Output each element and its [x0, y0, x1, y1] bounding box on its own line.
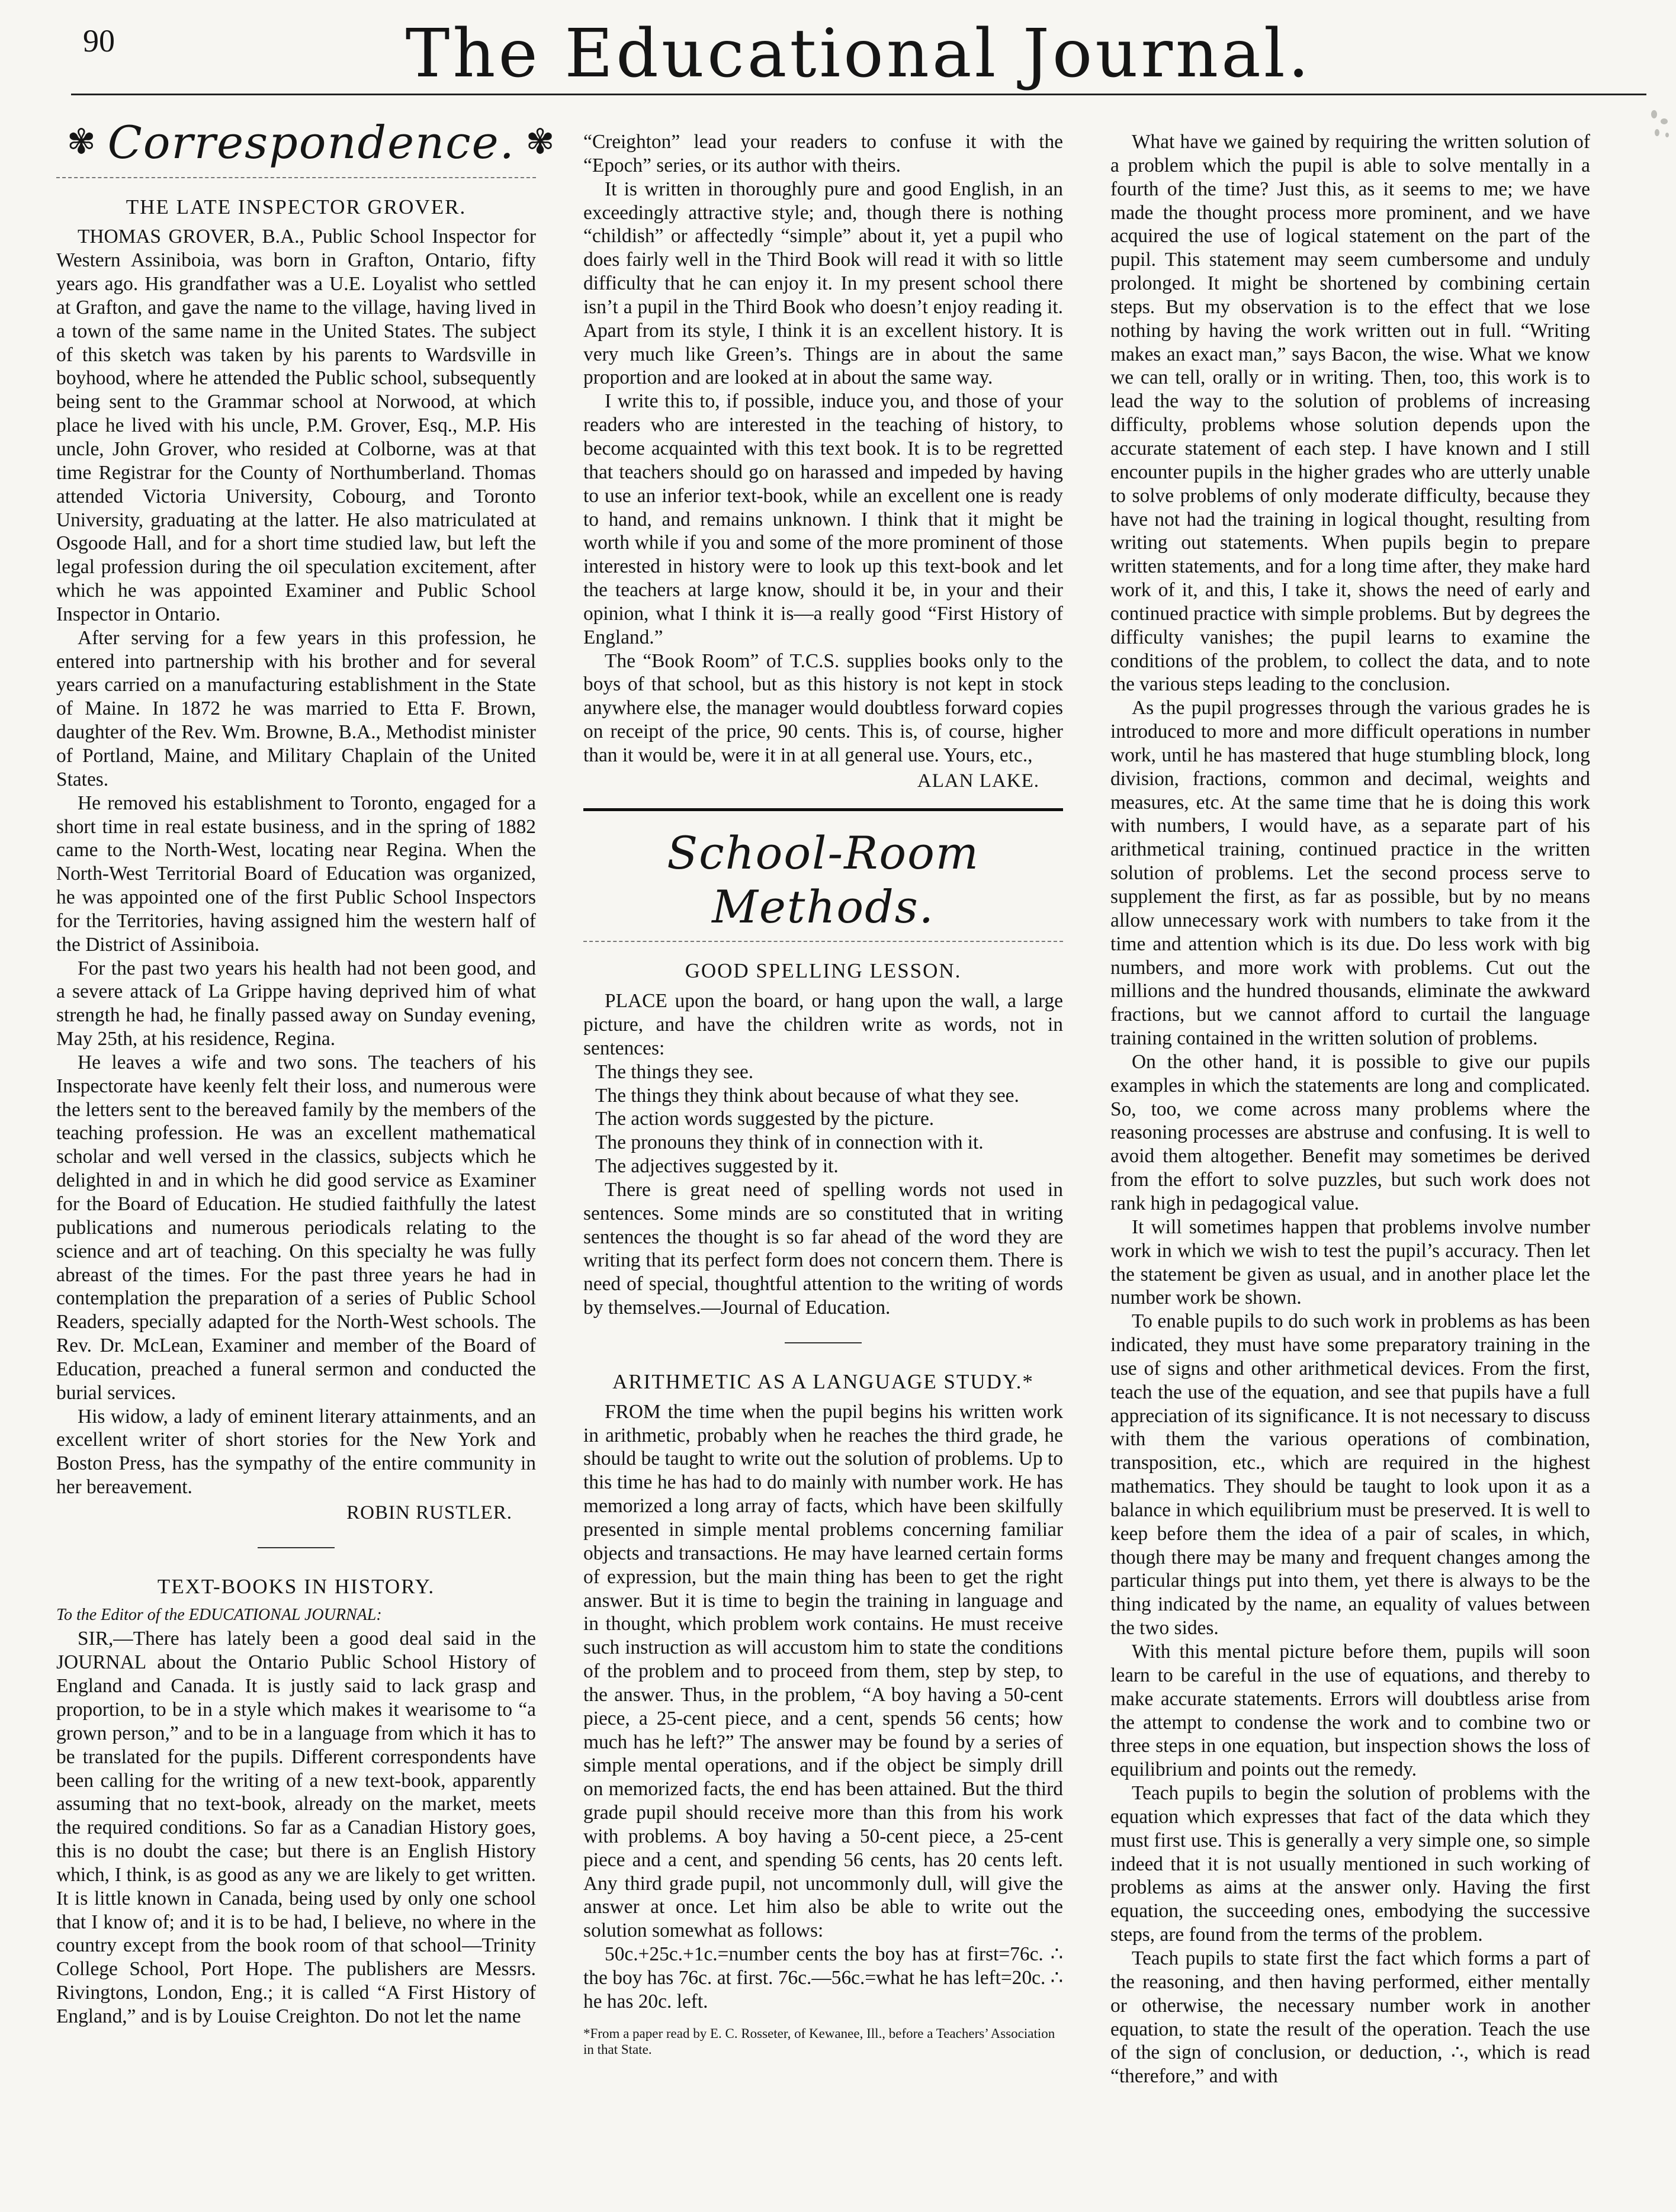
- spelling-list-item: The things they see.: [595, 1060, 754, 1083]
- spelling-list-item: The things they think about because of what they see.: [595, 1084, 1019, 1107]
- spelling-list-item: The adjectives suggested by it.: [595, 1155, 839, 1178]
- arithmetic-paragraph: Teach pupils to begin the solution of problems with the equation which expresses that fact of the data which they must first use. This is generally a very simple one, so simple indeed that it is not usually mentioned in such working of problems as aims at the answer only. Having the first equation, the succeeding ones, embodying the successive steps, are found from the terms of the problem.: [1110, 1782, 1590, 1946]
- dashed-divider: [583, 941, 1063, 942]
- page-header: [71, 12, 1646, 101]
- arithmetic-solution: 50c.+25c.+1c.=number cents the boy has at first=76c. ∴ the boy has 76c. at first. 76c.—56c.=what he has left=20c. ∴ he has 20c. left.: [583, 1943, 1063, 2012]
- short-divider: [258, 1547, 335, 1548]
- textbooks-signature: ALAN LAKE.: [917, 770, 1039, 792]
- arithmetic-paragraph: To enable pupils to do such work in problems as has been indicated, they must have some preparatory training in the use of signs and other arithmetical devices. From the first, teach the use of the equation, and see that pupils have a full appreciation of its significance. It is not necessary to discuss with them the various operations of combination, transposition, etc., which are required in the highest mathematics. They should be taught to look upon it as a balance in which equilibrium must be preserved. It is well to keep before them the idea of a pair of scales, in which, though there may be many and frequent changes among the particular things put into them, yet there is always to be the thing indicated by the name, an equality of values between the two sides.: [1110, 1310, 1590, 1639]
- arithmetic-paragraph: On the other hand, it is possible to give our pupils examples in which the statements are long and complicated. So, too, we come across many problems where the reasoning processes are abstruse and confusing. It is well to avoid them altogether. Benefit may sometimes be derived from the effort to solve puzzles, but such work does not rank high in pedagogical value.: [1110, 1050, 1590, 1214]
- spelling-intro: PLACE upon the board, or hang upon the wall, a large picture, and have the children write as words, not in sentences:: [583, 990, 1063, 1059]
- arithmetic-paragraph: Teach pupils to state first the fact which forms a part of the reasoning, and then having performed, either mentally or otherwise, the necessary number work in another equation, to state the result of the operation. Teach the use of the sign of conclusion, or deduction, ∴, which is read “therefore,” and with: [1110, 1947, 1590, 2088]
- arithmetic-paragraph: What have we gained by requiring the written solution of a problem which the pupil is able to solve mentally in a fourth of the time? Just this, as it seems to me; we have made the thought process more prominent, and we have acquired the use of logical statement on the part of the pupil. This statement may seem cumbersome and unduly prolonged. It might be shortened by combining certain steps. But my observation is to the effect that we lose nothing by having the work written out in full. “Writing makes an exact man,” says Bacon, the wise. What we know we can tell, orally or in writing. Then, too, this work is to lead the way to the solution of problems of increasing difficulty, problems whose solution depends upon the accurate statement of each step. I have known and I still encounter pupils in the higher grades who are utterly unable to solve problems of only moderate difficulty, because they have not had the training in logical thought, resulting from writing out statements. When pupils begin to prepare written statements, and for a long time after, they make hard work of it, and this, I take it, shows the need of early and continued practice with simple problems. But by degrees the difficulty vanishes; the pupil learns to examine the conditions of the problem, to collect the data, and to note the various steps leading to the conclusion.: [1110, 131, 1590, 696]
- journal-masthead: The Educational Journal.: [405, 15, 1312, 92]
- grover-paragraph: He removed his establishment to Toronto, engaged for a short time in real estate business, and in the spring of 1882 came to the North-West, locating near Regina. When the North-West Territorial Board of Education was organized, he was appointed one of the first Public School Inspectors for the Territories, having assigned him the western half of the District of Assiniboia.: [56, 792, 536, 956]
- column-2: [583, 130, 1063, 2058]
- arithmetic-paragraph: It will sometimes happen that problems involve number work in which we wish to test the pupil’s accuracy. Then let the statement be given as usual, and in another place let the number work be shown.: [1110, 1216, 1590, 1309]
- grover-paragraph: For the past two years his health had not been good, and a severe attack of La Grippe having deprived him of what strength he had, he finally passed away on Sunday evening, May 25th, at his residence, Regina.: [56, 957, 536, 1050]
- arithmetic-footnote: *From a paper read by E. C. Rosseter, of Kewanee, Ill., before a Teachers’ Association in that State.: [583, 2025, 1055, 2057]
- textbooks-paragraph: I write this to, if possible, induce you, and those of your readers who are interested in the teaching of history, to become acquainted with this text book. It is to be regretted that teachers should go on harassed and impeded by having to use an inferior text-book, while an excellent one is ready to hand, and remains unknown. I think that it might be worth while if you and some of the more prominent of those interested in history were to look up this text-book and let the teachers at large know, should it be, in your and their opinion, what I think it is—a really good “First History of England.”: [583, 390, 1063, 648]
- arithmetic-paragraph: As the pupil progresses through the various grades he is introduced to more and more difficult operations in number work, until he has mastered that huge stumbling block, long division, fractions, common and decimal, weights and measures, etc. At the same time that he is doing this work with numbers, I would have, as a separate part of his arithmetical training, continued practice in the written solution of problems. Let the second process serve to supplement the first, as far as possible, but by no means allow unnecessary work with numbers to take from it the time and attention which is its due. Do less work with big numbers, and more work with problems. Cut out the millions and the hundred thousands, eliminate the awkward fractions, but we cannot afford to curtail the language training contained in the written solution of problems.: [1110, 697, 1590, 1050]
- spelling-body: There is great need of spelling words not used in sentences. Some minds are so constituted that in writing sentences the thought is so far ahead of the word they are writing that its perfect form does not concern them. There is need of special, thoughtful attention to the writing of words by themselves.—Journal of Education.: [583, 1178, 1063, 1319]
- textbooks-paragraph: It is written in thoroughly pure and good English, in an exceedingly attractive style; and, though there is nothing “childish” or affectedly “simple” about it, yet a pupil who does fairly well in the Third Book will read it with so little difficulty that he can enjoy it. In my present school there isn’t a pupil in the Third Book who doesn’t enjoy reading it. Apart from its style, I think it is an excellent history. It is very much like Green’s. Things are in about the same proportion and are looked at in about the same way.: [583, 178, 1063, 389]
- textbooks-paragraph: SIR,—There has lately been a good deal said in the JOURNAL about the Ontario Public School History of England and Canada. It is justly said to lack grasp and proportion, to be in a style which makes it wearisome to “a grown person,” and to be in a language from which it has to be translated for the pupils. Different correspondents have been calling for the writing of a new text-book, apparently assuming that no text-book, already on the market, meets the required conditions. So far as a Canadian History goes, this is no doubt the case; but there is an English History which, I think, is as good as any we are likely to get written. It is little known in Canada, being used by only one school that I know of; and it is to be had, I believe, no where in the country except from the book room of that school—Trinity College School, Port Hope. The publishers are Messrs. Rivingtons, London, Eng.; it is called “A First History of England,” and is by Louise Creighton. Do not let the name: [56, 1628, 536, 2027]
- page-number: 90: [83, 23, 115, 59]
- arithmetic-paragraph: With this mental picture before them, pupils will soon learn to be careful in the use of equations, and thereby to make accurate statements. Errors will doubtless arise from the attempt to condense the work and to combine two or three steps in one equation, but inspection shows the loss of equilibrium and points out the remedy.: [1110, 1641, 1590, 1781]
- spelling-list-item: The action words suggested by the picture.: [595, 1108, 935, 1130]
- short-divider: [785, 1342, 862, 1343]
- heavy-divider: [583, 808, 1063, 811]
- grover-signature: ROBIN RUSTLER.: [346, 1502, 512, 1523]
- header-rule: [71, 94, 1646, 95]
- grover-paragraph: THOMAS GROVER, B.A., Public School Inspector for Western Assiniboia, was born in Grafton, Ontario, fifty years ago. His grandfather was a U.E. Loyalist who settled at Grafton, and gave the name to the village, having lived in a town of the same name in the United States. The subject of this sketch was taken by his parents to Wardsville in boyhood, where he attended the Public school, subsequently being sent to the Grammar school at Norwood, at which place he lived with his uncle, P.M. Grover, Esq., M.P. His uncle, John Grover, who resided at Colborne, was at that time Registrar for the County of Northumberland. Thomas attended Victoria University, Cobourg, and Toronto University, graduating at the latter. He also matriculated at Osgoode Hall, and for a short time studied law, but left the legal profession during the oil speculation excitement, after which he was appointed Examiner and Public School Inspector in Ontario.: [56, 226, 536, 625]
- spelling-list-item: The pronouns they think of in connection with it.: [595, 1131, 984, 1154]
- dashed-divider: [56, 177, 536, 178]
- grover-paragraph: After serving for a few years in this profession, he entered into partnership with his brother and for several years carried on a manufacturing establishment in the State of Maine. In 1872 he was married to Etta F. Brown, daughter of the Rev. Wm. Browne, B.A., Methodist minister of Portland, Maine, and Military Chaplain of the United States.: [56, 626, 536, 790]
- grover-paragraph: His widow, a lady of eminent literary attainments, and an excellent writer of short stories for the New York and Boston Press, has the sympathy of the entire community in her bereavement.: [56, 1405, 536, 1499]
- textbooks-paragraph: The “Book Room” of T.C.S. supplies books only to the boys of that school, but as this history is not kept in stock anywhere else, the manager would doubtless forward copies on receipt of the price, 90 cents. This is, of course, higher than it would be, were it in at all general use. Yours, etc.,: [583, 650, 1063, 766]
- correspondence-banner: [56, 116, 556, 170]
- textbooks-paragraph: “Creighton” lead your readers to confuse it with the “Epoch” series, or its author with theirs.: [583, 131, 1063, 176]
- school-room-banner: School-Room Methods.: [667, 827, 980, 933]
- flower-ornament-icon: ✾: [525, 121, 556, 162]
- page-speckle: [1648, 108, 1676, 143]
- arithmetic-title: ARITHMETIC AS A LANGUAGE STUDY.*: [612, 1370, 1034, 1394]
- correspondence-heading: Correspondence.: [107, 116, 515, 169]
- spelling-title: GOOD SPELLING LESSON.: [685, 959, 962, 983]
- arithmetic-paragraph: FROM the time when the pupil begins his written work in arithmetic, probably when he reaches the third grade, he should be taught to write out the solution of problems. Up to this time he has had to do mainly with number work. He has memorized a long array of facts, which have been skilfully presented in simple mental problems concerning familiar objects and transactions. He may have learned certain forms of expression, but the main thing has been to get the right answer. But it is time to begin the training in language and in thought, which problem work contains. He must receive such instruction as will accustom him to state the conditions of the problem and to proceed from them, step by step, to the answer. Thus, in the problem, “A boy having a 50-cent piece, a 25-cent piece, and a cent, spends 56 cents; how much has he left?” The answer may be found by a series of simple mental operations, and if the object be simply drill on memorized facts, the end has been attained. But the third grade pupil should receive more than this from his work with problems. A boy having a 50-cent piece, a 25-cent piece and a cent, and spending 56 cents, has 20 cents left. Any third grade pupil, not uncommonly dull, will give the answer at once. Let him also be able to write out the solution somewhat as follows:: [583, 1400, 1063, 1942]
- column-1: [56, 112, 556, 2028]
- column-3: [1110, 130, 1590, 2088]
- grover-paragraph: He leaves a wife and two sons. The teachers of his Inspectorate have keenly felt their loss, and numerous were the letters sent to the bereaved family by the members of the teaching profession. He was an excellent mathematical scholar and well versed in the classics, subjects which he delighted in and in which he did good service as Examiner for the Board of Education. He studied faithfully the latest publications and numerous periodicals relating to the science and art of teaching. On this specialty he was fully abreast of the times. For the past three years he had in contemplation the preparation of a series of Public School Readers, specially adapted for the North-West schools. The Rev. Dr. McLean, Examiner and member of the Board of Education, preached a funeral sermon and conducted the burial services.: [56, 1051, 536, 1404]
- textbooks-title: TEXT-BOOKS IN HISTORY.: [157, 1575, 435, 1599]
- grover-title: THE LATE INSPECTOR GROVER.: [126, 195, 467, 218]
- flower-ornament-icon: ✾: [67, 121, 97, 162]
- textbooks-salutation: To the Editor of the EDUCATIONAL JOURNAL:: [56, 1606, 382, 1625]
